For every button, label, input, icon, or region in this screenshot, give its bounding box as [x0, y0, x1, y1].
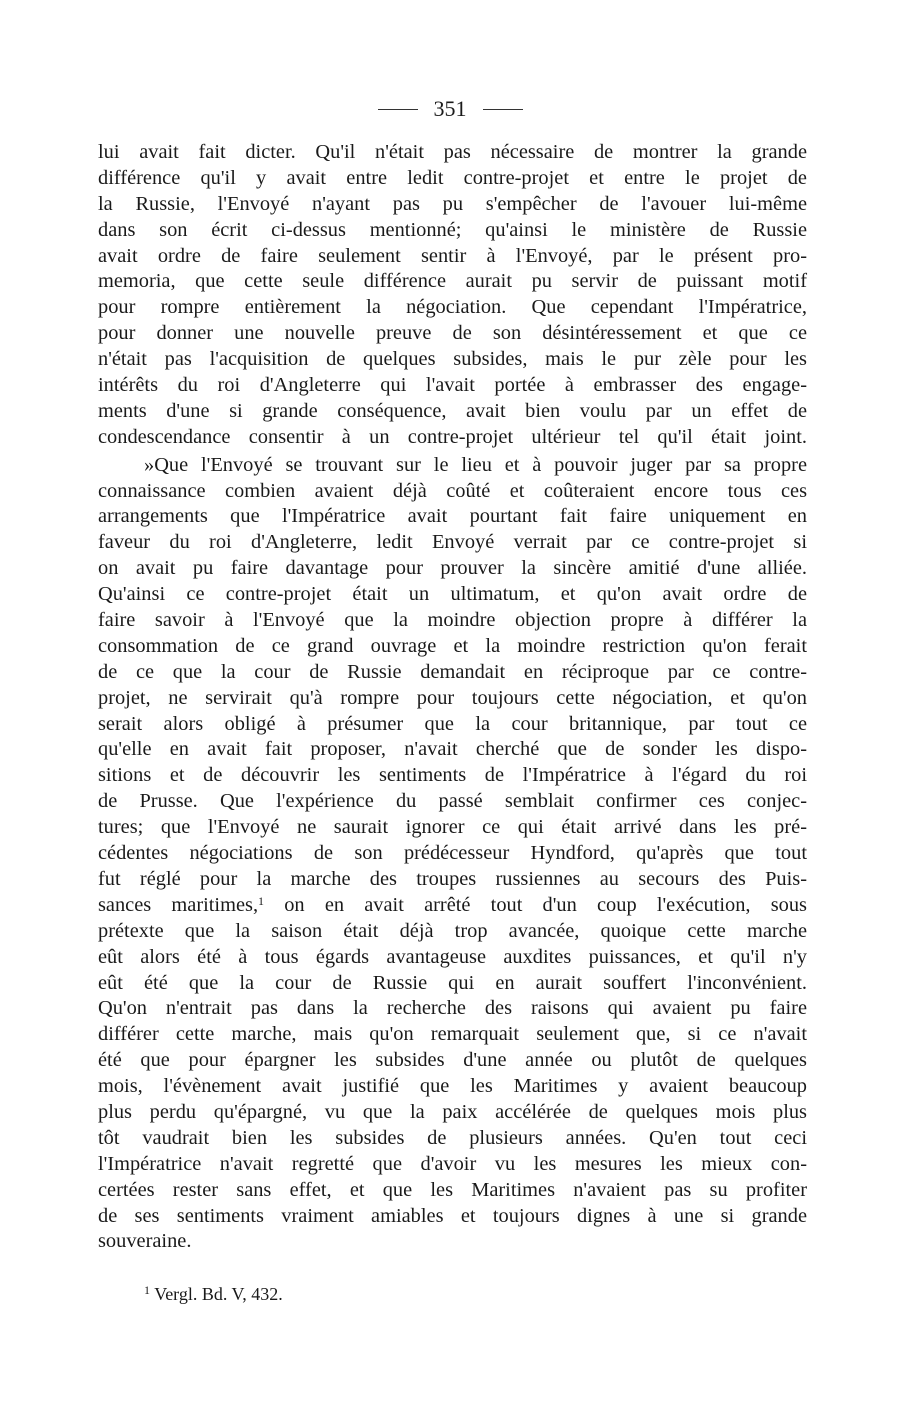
- text-line: de ses sentiments vraiment amiables et toujours dignes à une si grande: [98, 1204, 807, 1227]
- text-line: ments d'une si grande conséquence, avait bien voulu par un effet de: [98, 399, 807, 422]
- text-line: connaissance combien avaient déjà coûté et coûteraient encore tous ces: [98, 479, 807, 502]
- text-line: Qu'on n'entrait pas dans la recherche des raisons qui avaient pu faire: [98, 997, 807, 1020]
- page-number: 351: [433, 96, 467, 121]
- text-line: qu'elle en avait fait proposer, n'avait cherché que de sonder les dispo-: [98, 738, 807, 761]
- text-line: faire savoir à l'Envoyé que la moindre objection propre à différer la: [98, 609, 807, 632]
- text-line: plus perdu qu'épargné, vu que la paix accélérée de quelques mois plus: [98, 1100, 807, 1123]
- text-line-with-footnote: [98, 893, 807, 919]
- header-dash-right: [483, 109, 523, 110]
- text-line: certées rester sans effet, et que les Maritimes n'avaient pas su profiter: [98, 1178, 807, 1201]
- text-line: n'était pas l'acquisition de quelques subsides, mais le pur zèle pour les: [98, 348, 807, 371]
- text-line: souveraine.: [98, 1230, 192, 1253]
- text-line: faveur du roi d'Angleterre, ledit Envoyé verrait par ce contre-projet si: [98, 531, 807, 554]
- footnote-text: Vergl. Bd. V, 432.: [154, 1284, 283, 1304]
- text-line: différence qu'il y avait entre ledit contre-projet et entre le projet de: [98, 166, 807, 189]
- page-header: [0, 96, 900, 122]
- footnote-reference: 1: [258, 893, 265, 908]
- text-line: dans son écrit ci-dessus mentionné; qu'ainsi le ministère de Russie: [98, 218, 807, 241]
- footnote: [144, 1282, 283, 1306]
- body-text: [98, 140, 807, 1255]
- text-line: de Prusse. Que l'expérience du passé semblait confirmer ces conjec-: [98, 790, 807, 813]
- text-line: condescendance consentir à un contre-projet ultérieur tel qu'il était joint.: [98, 425, 807, 448]
- text-line: prétexte que la saison était déjà trop avancée, quoique cette marche: [98, 919, 807, 942]
- text-segment: on en avait arrêté tout d'un coup l'exécution, sous: [264, 893, 807, 916]
- text-line: Qu'ainsi ce contre-projet était un ultimatum, et qu'on avait ordre de: [98, 583, 807, 606]
- paragraph-2: [98, 453, 807, 1256]
- text-line: cédentes négociations de son prédécesseur Hyndford, qu'après que tout: [98, 842, 807, 865]
- text-line: avait ordre de faire seulement sentir à l'Envoyé, par le présent pro-: [98, 244, 807, 267]
- text-line: de ce que la cour de Russie demandait en réciproque par ce contre-: [98, 660, 807, 683]
- text-line: consommation de ce grand ouvrage et la moindre restriction qu'on ferait: [98, 634, 807, 657]
- text-line: memoria, que cette seule différence aurait pu servir de puissant motif: [98, 270, 807, 293]
- text-line: pour donner une nouvelle preuve de son désintéressement et que ce: [98, 322, 807, 345]
- text-line: sitions et de découvrir les sentiments de l'Impératrice à l'égard du roi: [98, 764, 807, 787]
- text-line: tôt vaudrait bien les subsides de plusieurs années. Qu'en tout ceci: [98, 1126, 807, 1149]
- text-line: »Que l'Envoyé se trouvant sur le lieu et à pouvoir juger par sa propre: [144, 453, 807, 476]
- text-line: l'Impératrice n'avait regretté que d'avoir vu les mesures les mieux con-: [98, 1152, 807, 1175]
- text-line: serait alors obligé à présumer que la cour britannique, par tout ce: [98, 712, 807, 735]
- text-line: lui avait fait dicter. Qu'il n'était pas nécessaire de montrer la grande: [98, 141, 807, 163]
- text-line: mois, l'évènement avait justifié que les Maritimes y avaient beaucoup: [98, 1075, 807, 1098]
- text-line: projet, ne servirait qu'à rompre pour toujours cette négociation, et qu'on: [98, 686, 807, 709]
- text-line: eût alors été à tous égards avantageuse auxdites puissances, et qu'il n'y: [98, 945, 807, 968]
- text-line: on avait pu faire davantage pour prouver la sincère amitié d'une alliée.: [98, 557, 807, 580]
- paragraph-1: [98, 140, 807, 451]
- text-line: fut réglé pour la marche des troupes russiennes au secours des Puis-: [98, 867, 807, 890]
- text-line: tures; que l'Envoyé ne saurait ignorer ce qui était arrivé dans les pré-: [98, 816, 807, 839]
- text-line: pour rompre entièrement la négociation. Que cependant l'Impératrice,: [98, 296, 807, 319]
- text-line: différer cette marche, mais qu'on remarquait seulement que, si ce n'avait: [98, 1023, 807, 1046]
- header-dash-left: [378, 109, 418, 110]
- text-line: été que pour épargner les subsides d'une année ou plutôt de quelques: [98, 1049, 807, 1072]
- text-segment: sances maritimes,: [98, 893, 259, 916]
- footnote-marker: 1: [144, 1283, 150, 1297]
- text-line: arrangements que l'Impératrice avait pourtant fait faire uniquement en: [98, 505, 807, 528]
- text-line: la Russie, l'Envoyé n'ayant pas pu s'empêcher de l'avouer lui-même: [98, 192, 807, 215]
- text-line: eût été que la cour de Russie qui en aurait souffert l'inconvénient.: [98, 971, 807, 994]
- text-line: intérêts du roi d'Angleterre qui l'avait portée à embrasser des engage-: [98, 374, 807, 397]
